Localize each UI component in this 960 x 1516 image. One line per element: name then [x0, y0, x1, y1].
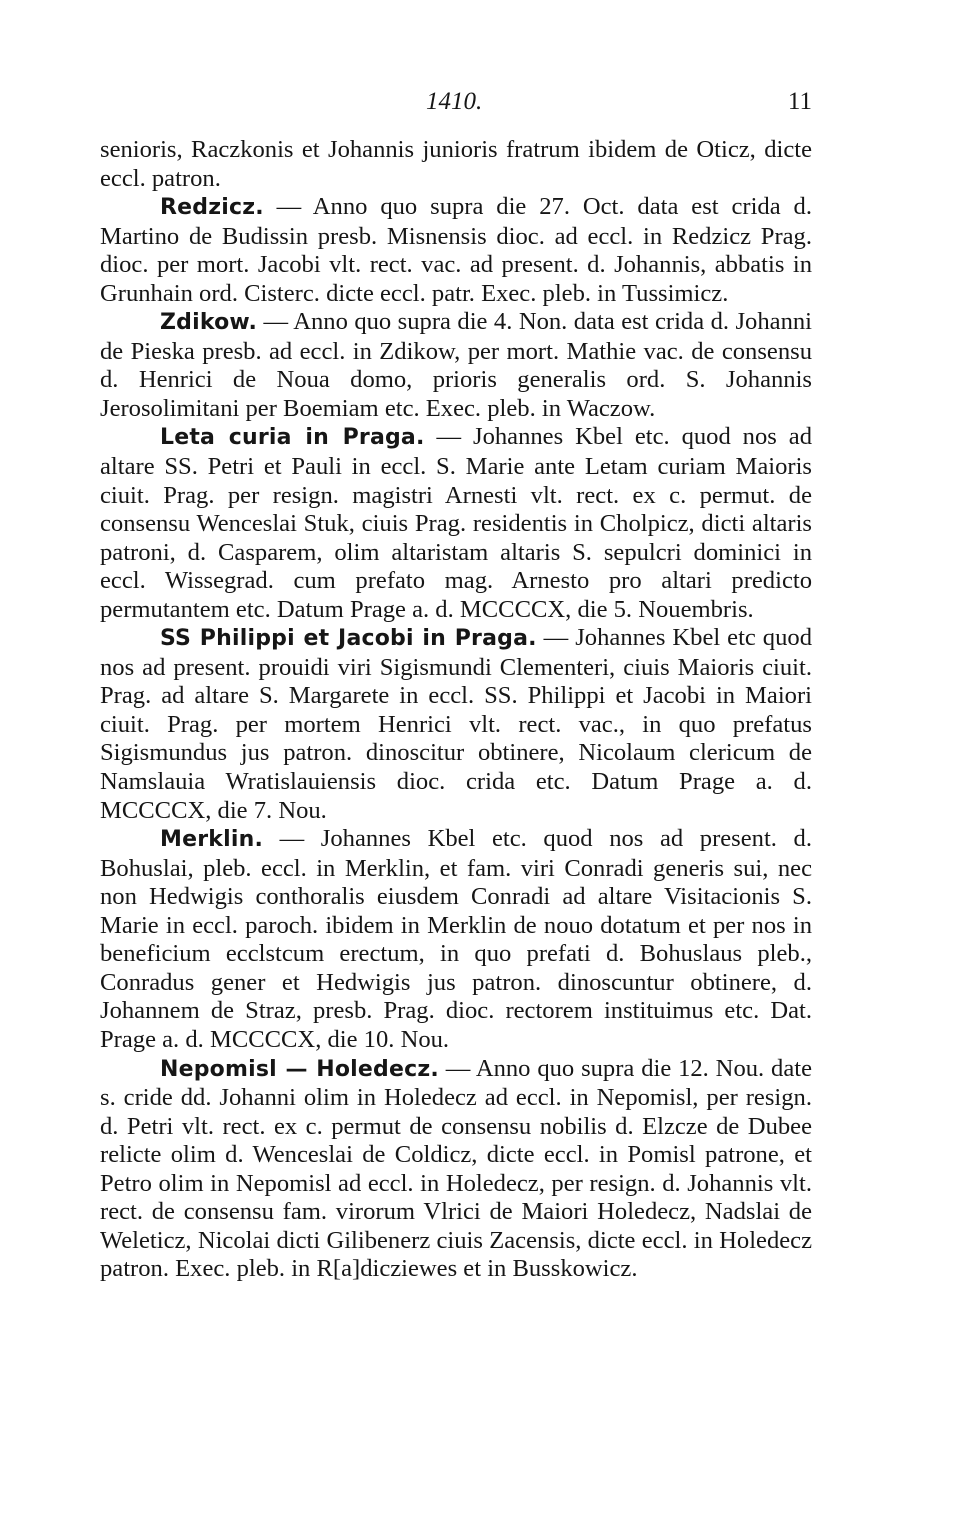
running-header	[100, 88, 812, 136]
entry-text: senioris, Raczkonis et Johannis junioris fratrum ibidem de Oticz, dicte eccl. patron.	[100, 136, 812, 192]
entry-merklin	[100, 825, 812, 1054]
book-page	[100, 88, 812, 1284]
entry-heading: Zdikow.	[160, 310, 258, 336]
header-year: 1410.	[426, 88, 483, 115]
entry-text: — Johannes Kbel etc. quod nos ad altare SS. Petri et Pauli in eccl. S. Marie ante Letam curiam Maioris ciuit. Prag. per resign. magistri Arnesti vlt. rect. ex c. permut. de consensu Wenceslai Stuk, ciuis Prag. residentis in Cholpicz, dicti altaris patroni, d. Casparem, olim altaristam altaris S. sepulcri dominici in eccl. Wissegrad. cum prefato mag. Arnesto pro altari predicto permutantem etc. Datum Prage a. d. MCCCCX, die 5. Nouembris.	[100, 423, 812, 623]
entry-redzicz	[100, 193, 812, 308]
entry-heading: Leta curia in Praga.	[160, 425, 425, 451]
entry-text: — Johannes Kbel etc. quod nos ad present. d. Bohuslai, pleb. eccl. in Merklin, et fam. viri Conradi generis sui, nec non Hedwigis conthoralis eiusdem Conradi ad altare Visitacionis S. Marie in eccl. paroch. ibidem in Merklin de nouo dotatum et per nos in beneficium ecclstcum erectum, in quo prefati d. Bohuslaus pleb., Conradus gener et Hedwigis jus patron. dinoscuntur obtinere, d. Johannem de Straz, presb. Prag. dioc. rectorem instituimus etc. Dat. Prage a. d. MCCCCX, die 10. Nou.	[100, 825, 812, 1053]
continuation-paragraph	[100, 136, 812, 193]
page-body	[100, 136, 812, 1284]
entry-text: — Anno quo supra die 12. Nou. date s. cride dd. Johanni olim in Holedecz ad eccl. in Nepomisl, per resign. d. Petri vlt. rect. ex c. permut de consensu nobilis d. Elzcze de Dubee relicte olim d. Wenceslai de Coldicz, dicte eccl. in Pomisl patrone, et Petro olim in Nepomisl ad eccl. in Holedecz, per resign. d. Johannis vlt. rect. de consensu fam. virorum Vlrici de Maiori Holedecz, Nadslai de Weleticz, Nicolai dicti Gilibenerz ciuis Zacensis, dicte eccl. in Holedecz patron. Exec. pleb. in R[a]dicziewes et in Busskowicz.	[100, 1054, 812, 1283]
entry-heading: Nepomisl — Holedecz.	[160, 1056, 439, 1082]
entry-nepomisl	[100, 1055, 812, 1284]
entry-heading: SS Philippi et Jacobi in Praga.	[160, 626, 537, 652]
entry-heading: Merklin.	[160, 827, 263, 853]
entry-ss-philippi	[100, 624, 812, 825]
entry-text: — Johannes Kbel etc quod nos ad present. prouidi viri Sigismundi Clementeri, ciuis Maioris ciuit. Prag. ad altare S. Margarete in eccl. SS. Philippi et Jacobi in Maiori ciuit. Prag. per mortem Henrici vlt. rect. vac., in quo prefatus Sigismundus jus patron. dinoscitur obtinere, Nicolaum clericum de Namslauia Wratislauiensis dioc. crida etc. Datum Prage a. d. MCCCCX, die 7. Nou.	[100, 624, 812, 824]
entry-text: — Anno quo supra die 27. Oct. data est crida d. Martino de Budissin presb. Misnensis dioc. ad eccl. in Redzicz Prag. dioc. per mort. Jacobi vlt. rect. vac. ad present. d. Johannis, abbatis in Grunhain ord. Cisterc. dicte eccl. patr. Exec. pleb. in Tussimicz.	[100, 193, 812, 307]
entry-zdikow	[100, 308, 812, 423]
entry-text: — Anno quo supra die 4. Non. data est crida d. Johanni de Pieska presb. ad eccl. in Zdikow, per mort. Mathie vac. de consensu d. Henrici de Noua domo, prioris generalis ord. S. Johannis Jerosolimitani per Boemiam etc. Exec. pleb. in Waczow.	[100, 308, 812, 422]
entry-leta-curia	[100, 423, 812, 624]
entry-heading: Redzicz.	[160, 195, 264, 221]
page-number: 11	[787, 88, 812, 115]
